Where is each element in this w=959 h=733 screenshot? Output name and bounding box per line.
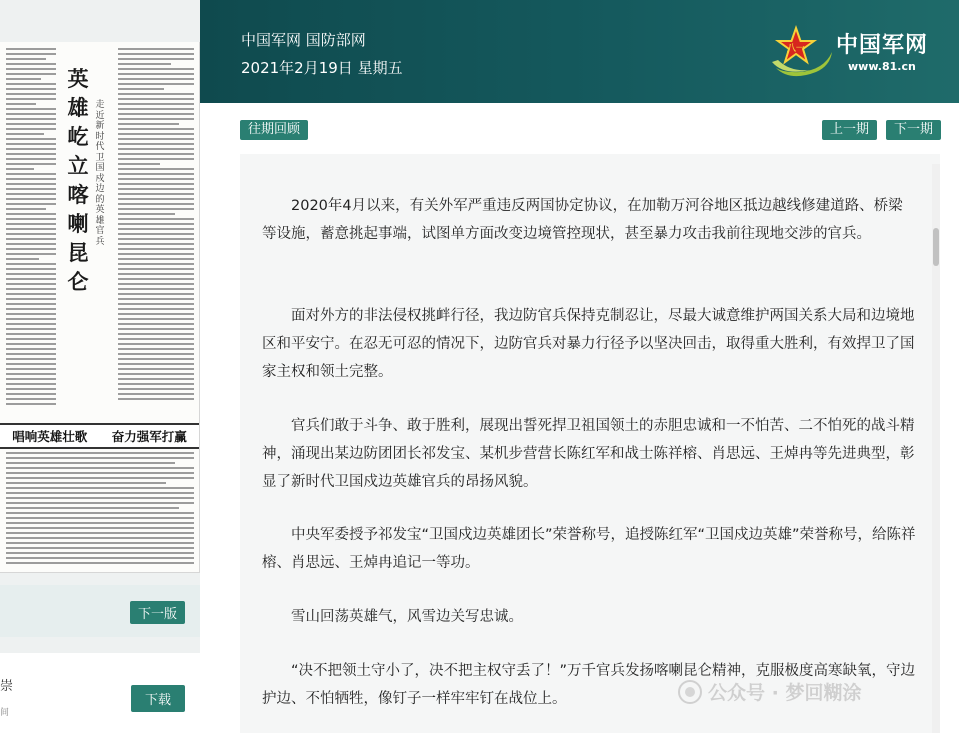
download-bar [0,653,200,733]
article-paragraph: “决不把领土守小了，决不把主权守丢了！”万千官兵发扬喀喇昆仑精神，克服极度高寒缺氧，守边护边、不怕牺牲，像钉子一样牢牢钉在战位上。 [262,663,916,707]
paper-text-column [118,48,194,403]
article-paragraph: 雪山回荡英雄气，风雪边关写忠诚。 [291,609,523,625]
article-paragraph: 2020年4月以来，有关外军严重违反两国协定协议，在加勒万河谷地区抵边越线修建道路、桥梁等设施，蓄意挑起事端，试图单方面改变边境管控现状，甚至暴力攻击我前往现地交涉的官兵。 [262,198,903,242]
next-issue-button[interactable]: 下一期 [886,120,941,140]
download-title: 崇 [0,679,14,694]
scrollbar-thumb[interactable] [933,228,939,266]
paper-headline: 英雄屹立喀喇昆仑 [67,66,89,294]
site-header [200,0,959,103]
archive-button[interactable]: 往期回顾 [240,120,308,140]
wechat-account-icon [678,680,702,704]
watermark-text: 公众号 · 梦回糊涂 [708,682,862,704]
site-names[interactable]: 中国军网 国防部网 [241,31,366,49]
logo-url: www.81.cn [848,60,916,73]
article-paragraph: 面对外方的非法侵权挑衅行径，我边防官兵保持克制忍让，尽最大诚意维护两国关系大局和边境地区和平安宁。在忍无可忍的情况下，边防官兵对暴力行径予以坚决回击，取得重大胜利，有效捍卫了国家主权和领土完整。 [262,308,915,380]
paper-text-column [6,452,194,567]
article-paragraph: 中央军委授予祁发宝“卫国戍边英雄团长”荣誉称号，追授陈红军“卫国戍边英雄”荣誉称号，给陈祥榕、肖思远、王焯冉追记一等功。 [262,527,916,571]
paper-banner [0,423,199,449]
paper-banner-left: 唱响英雄壮歌 [12,429,88,444]
article-paragraph: 官兵们敢于斗争、敢于胜利，展现出誓死捍卫祖国领土的赤胆忠诚和一不怕苦、二不怕死的战斗精神，涌现出某边防团团长祁发宝、某机步营营长陈红军和战士陈祥榕、肖思远、王焯冉等先进典型，彰显了新时代卫国戍边英雄官兵的昂扬风貌。 [262,418,915,490]
issue-date: 2021年2月19日 星期五 [241,59,403,77]
army-star-emblem-icon [770,22,834,82]
newspaper-page-thumbnail[interactable] [0,42,200,573]
article-scrollbar[interactable] [932,164,940,733]
watermark [678,678,861,705]
download-subtitle: 间 [0,708,10,718]
logo-title: 中国军网 [836,33,929,58]
download-button[interactable]: 下载 [131,685,185,712]
prev-issue-button[interactable]: 上一期 [822,120,877,140]
newspaper-page-panel [0,0,200,733]
svg-text:八一: 八一 [786,44,806,54]
site-logo[interactable] [770,22,950,82]
paper-banner-right: 奋力强军打赢 [111,429,187,444]
paper-text-column [6,48,56,408]
paper-subhead: 走近新时代卫国戍边的英雄官兵 [95,100,105,247]
next-page-button[interactable]: 下一版 [130,601,185,624]
page-nav-bar [0,585,200,637]
article-body [240,154,940,733]
